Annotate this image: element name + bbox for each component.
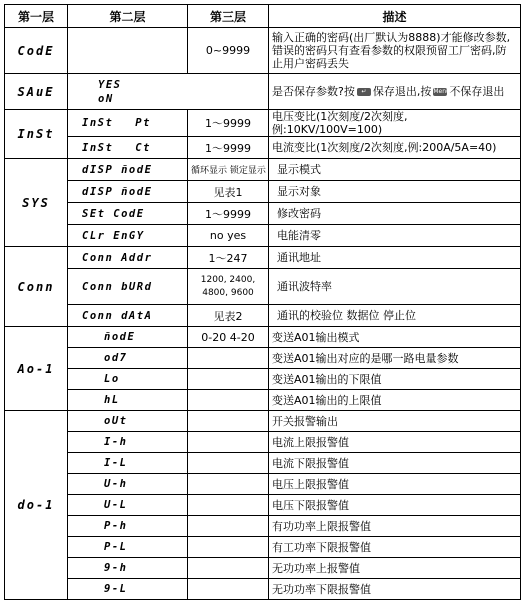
level3-empty (188, 516, 269, 537)
level3-empty (188, 495, 269, 516)
level3-value (188, 369, 269, 390)
level2-code: Conn dAtA (68, 305, 188, 327)
level3-value: 0-20 4-20 (188, 327, 269, 348)
description-cell: 有功功率上限报警值 (269, 516, 521, 537)
level2-code: Lo (68, 369, 188, 390)
level2-code: P-L (68, 537, 188, 558)
level2-code: U-L (68, 495, 188, 516)
header-level-3: 第三层 (188, 5, 269, 28)
level2-code: I-L (68, 453, 188, 474)
option-yes: YES (98, 78, 122, 91)
level3-value: 循环显示 锁定显示 (188, 159, 269, 181)
level1-ao: Ao-1 (5, 327, 68, 411)
table-row (5, 159, 521, 181)
description-cell: 显示模式 (269, 159, 521, 181)
level3-empty (188, 432, 269, 453)
level2-inst-pt (68, 110, 188, 137)
level2-code: Conn Addr (68, 247, 188, 269)
table-row (5, 181, 521, 203)
header-level-1: 第一层 (5, 5, 68, 28)
header-description: 描述 (269, 5, 521, 28)
level2-suffix: Ct (135, 141, 151, 154)
level1-save: SAuE (5, 74, 68, 110)
level3-empty (188, 411, 269, 432)
table-row (5, 411, 521, 432)
description-cell (269, 74, 521, 110)
level3-value: 1～9999 (188, 110, 269, 137)
table-row (5, 516, 521, 537)
table-row (5, 137, 521, 159)
table-row (5, 390, 521, 411)
table-row (5, 203, 521, 225)
level3-value: 见表2 (188, 305, 269, 327)
description-cell: 变送A01输出的下限值 (269, 369, 521, 390)
description-cell: 电压下限报警值 (269, 495, 521, 516)
level2-empty (68, 28, 188, 74)
description-cell: 修改密码 (269, 203, 521, 225)
description-cell: 电流下限报警值 (269, 453, 521, 474)
level3-empty (188, 474, 269, 495)
level2-code: dISP ñodE (68, 159, 188, 181)
level1-sys: SYS (5, 159, 68, 247)
description-cell: 通讯波特率 (269, 269, 521, 305)
level2-suffix: Pt (135, 117, 151, 129)
table-row (5, 74, 521, 110)
table-row (5, 474, 521, 495)
level2-inst-ct (68, 137, 188, 159)
description-cell: 电压变比(1次刻度/2次刻度,例:10KV/100V=100) (269, 110, 521, 137)
table-row (5, 247, 521, 269)
level2-code: U-h (68, 474, 188, 495)
level3-value: no yes (188, 225, 269, 247)
level3-value: 1～247 (188, 247, 269, 269)
description-cell: 无功功率上报警值 (269, 558, 521, 579)
level2-code: CLr EnGY (68, 225, 188, 247)
level2-code: P-h (68, 516, 188, 537)
level1-code: CodE (5, 28, 68, 74)
table-row (5, 579, 521, 600)
desc-part-a: 是否保存参数?按 (272, 85, 355, 98)
level3-value: 1～9999 (188, 137, 269, 159)
desc-part-c: 不保存退出 (449, 85, 505, 98)
level1-inst: InSt (5, 110, 68, 159)
level3-empty (188, 558, 269, 579)
description-cell: 电压上限报警值 (269, 474, 521, 495)
level2-code: hL (68, 390, 188, 411)
level3-empty (188, 453, 269, 474)
description-cell: 开关报警输出 (269, 411, 521, 432)
level2-code: I-h (68, 432, 188, 453)
level3-value: 见表1 (188, 181, 269, 203)
option-no: oN (98, 92, 114, 105)
level2-code: 9-h (68, 558, 188, 579)
level2-code: SEt CodE (68, 203, 188, 225)
level2-code: Conn bURd (68, 269, 188, 305)
level3-value: 1200, 2400, 4800, 9600 (188, 269, 269, 305)
level2-code: ñodE (68, 327, 188, 348)
table-row (5, 369, 521, 390)
level2-yes-no (68, 74, 269, 110)
table-row (5, 327, 521, 348)
header-level-2: 第二层 (68, 5, 188, 28)
menu-key-icon: Menu (433, 88, 450, 95)
level1-conn: Conn (5, 247, 68, 327)
description-cell: 电流上限报警值 (269, 432, 521, 453)
level2-prefix: InSt (82, 141, 114, 154)
table-row (5, 225, 521, 247)
level2-code: dISP ñodE (68, 181, 188, 203)
level3-value (188, 348, 269, 369)
description-cell: 有工功率下限报警值 (269, 537, 521, 558)
description-cell: 无功功率下限报警值 (269, 579, 521, 600)
description-cell: 电能清零 (269, 225, 521, 247)
table-row (5, 432, 521, 453)
parameter-menu-document (4, 4, 520, 599)
level1-do: do-1 (5, 411, 68, 600)
level3-value: 1～9999 (188, 203, 269, 225)
table-row (5, 453, 521, 474)
description-cell: 变送A01输出的上限值 (269, 390, 521, 411)
level3-value: 0~9999 (188, 28, 269, 74)
table-row (5, 558, 521, 579)
level3-empty (188, 537, 269, 558)
description-cell: 输入正确的密码(出厂默认为8888)才能修改参数,错误的密码只有查看参数的权限预留工厂密码,防止用户密码丢失 (269, 28, 521, 74)
header-row (5, 5, 521, 28)
table-row (5, 305, 521, 327)
table-row (5, 28, 521, 74)
desc-part-b: 保存退出,按 (372, 85, 432, 98)
description-cell: 通讯的校验位 数据位 停止位 (269, 305, 521, 327)
level2-code: 9-L (68, 579, 188, 600)
level2-code: oUt (68, 411, 188, 432)
description-cell: 显示对象 (269, 181, 521, 203)
level3-value (188, 390, 269, 411)
table-row (5, 537, 521, 558)
description-cell: 电流变比(1次刻度/2次刻度,例:200A/5A=40) (269, 137, 521, 159)
parameter-table (4, 4, 521, 600)
description-cell: 变送A01输出对应的是哪一路电量参数 (269, 348, 521, 369)
table-row (5, 110, 521, 137)
level2-prefix: InSt (82, 117, 114, 129)
table-row (5, 269, 521, 305)
description-cell: 通讯地址 (269, 247, 521, 269)
table-row (5, 348, 521, 369)
enter-key-icon: ↵ (357, 88, 371, 96)
level2-code: od7 (68, 348, 188, 369)
description-cell: 变送A01输出模式 (269, 327, 521, 348)
table-row (5, 495, 521, 516)
level3-empty (188, 579, 269, 600)
